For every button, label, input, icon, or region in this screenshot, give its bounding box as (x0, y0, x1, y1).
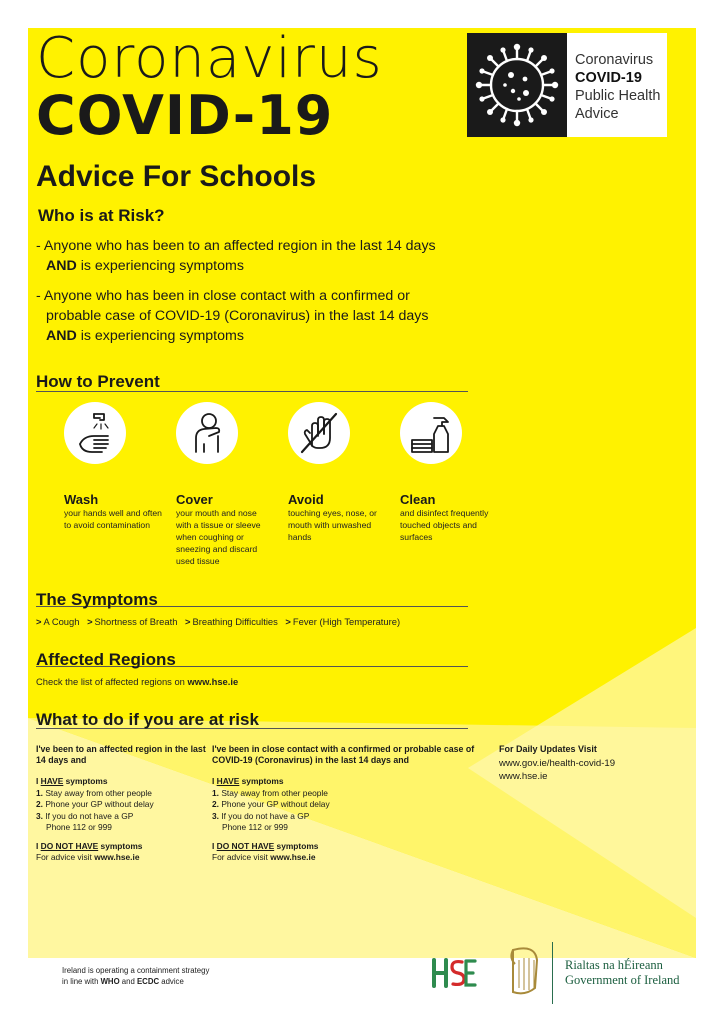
gov-link[interactable]: www.gov.ie/health-covid-19 (499, 758, 616, 769)
hand-wash-icon (64, 402, 126, 464)
footer-line1: Ireland is operating a containment strategy (62, 966, 210, 975)
badge-line1: Coronavirus (575, 52, 654, 68)
symptom-marker: > (36, 616, 42, 627)
not-have-symptoms-label (36, 841, 206, 853)
step-text: Stay away from other people (221, 787, 328, 798)
risk-item-1-line1: - Anyone who has been to an affected region in the last 14 days (36, 238, 436, 254)
footer-who: WHO (100, 977, 120, 986)
risk-item-2-tail: is experiencing symptoms (76, 328, 244, 344)
risk-heading: Who is at Risk? (38, 206, 165, 225)
regions-text-body: Check the list of affected regions on (36, 676, 188, 687)
no-touch-icon (288, 402, 350, 464)
step-number: 1. (212, 787, 219, 798)
prevent-desc-avoid: touching eyes, nose, or mouth with unwashed hands (288, 508, 377, 542)
regions-link[interactable]: www.hse.ie (187, 676, 239, 687)
label-prefix: I (36, 776, 41, 786)
label-suffix: symptoms (274, 840, 319, 851)
step-number: 2. (212, 799, 219, 809)
public-health-badge (467, 33, 667, 137)
step (36, 799, 206, 811)
badge-line3: Public Health (575, 88, 661, 104)
step-number: 2. (36, 799, 43, 809)
risk-item-2 (36, 286, 428, 346)
regions-heading: Affected Regions (36, 650, 176, 669)
advice-link[interactable]: www.hse.ie (94, 852, 140, 862)
harp-icon (505, 944, 543, 1000)
symptom-marker: > (185, 616, 191, 627)
daily-updates-column (499, 744, 659, 783)
symptom-item: Breathing Difficulties (192, 616, 278, 627)
label-emphasis: DO NOT HAVE (216, 840, 275, 851)
step-number: 3. (36, 810, 43, 821)
todo-heading: What to do if you are at risk (36, 710, 259, 729)
cough-cover-icon (176, 402, 238, 464)
risk-item-2-line3 (36, 326, 428, 346)
have-symptoms-label (212, 776, 482, 788)
prevent-label-avoid: Avoid (288, 492, 324, 507)
step (212, 811, 482, 823)
step (212, 788, 482, 800)
prevent-heading: How to Prevent (36, 372, 160, 391)
footer-line2 (62, 976, 209, 987)
symptom-item: Fever (High Temperature) (292, 616, 401, 627)
step-text: If you do not have a GP (221, 810, 310, 821)
label-suffix: symptoms (63, 776, 108, 786)
step (36, 788, 206, 800)
label-emphasis: HAVE (216, 776, 240, 786)
label-emphasis: DO NOT HAVE (40, 840, 99, 851)
symptom-item: Shortness of Breath (94, 616, 178, 627)
label-prefix: I (212, 776, 217, 786)
virus-icon (467, 33, 567, 137)
footer-ecdc: ECDC (136, 977, 160, 986)
hse-logo (426, 952, 478, 994)
step-number: 1. (36, 787, 43, 798)
advice-text: For advice visit (36, 852, 95, 862)
symptoms-heading: The Symptoms (36, 590, 158, 609)
label-suffix: symptoms (239, 776, 284, 786)
column-heading: I've been in close contact with a confirmed or probable case of COVID-19 (Coronavirus) in the last 14 days and (212, 744, 475, 765)
symptom-marker: > (285, 616, 291, 627)
risk-item-1 (36, 236, 436, 276)
label-prefix: I (212, 840, 217, 851)
prevent-label-cover: Cover (176, 492, 213, 507)
todo-column-affected-region (36, 744, 206, 864)
regions-text (36, 676, 238, 687)
symptom-item: A Cough (43, 616, 80, 627)
step-number: 3. (212, 810, 219, 821)
symptoms-list (36, 616, 405, 627)
label-emphasis: HAVE (40, 776, 64, 786)
footer-text: advice (159, 977, 184, 986)
title-coronavirus: Coronavirus (36, 26, 383, 91)
page-title: Advice For Schools (36, 160, 317, 193)
prevent-label-clean: Clean (400, 492, 436, 507)
risk-item-1-line2 (36, 256, 436, 276)
prevent-desc-clean: and disinfect frequently touched objects and surfaces (400, 508, 489, 542)
footer-text: in line with (62, 977, 101, 986)
badge-line4: Advice (575, 106, 619, 122)
badge-text (575, 51, 660, 123)
have-symptoms-label (36, 776, 206, 788)
column-heading: For Daily Updates Visit (499, 744, 597, 754)
step-text: Stay away from other people (45, 787, 152, 798)
spray-bottle-icon (400, 402, 462, 464)
advice-line (36, 852, 206, 864)
advice-link[interactable]: www.hse.ie (270, 852, 316, 862)
symptom-marker: > (87, 616, 93, 627)
label-prefix: I (36, 840, 41, 851)
and-emphasis: AND (46, 328, 77, 344)
footer-note (62, 965, 209, 987)
advice-text: For advice visit (212, 852, 271, 862)
footer-text: and (119, 977, 137, 986)
step (212, 799, 482, 811)
advice-line (212, 852, 482, 864)
step-continued: Phone 112 or 999 (46, 822, 112, 832)
title-covid-19: COVID-19 (36, 84, 334, 147)
step-text: Phone your GP without delay (45, 799, 154, 809)
step-text: Phone your GP without delay (221, 799, 330, 809)
prevent-desc-wash: your hands well and often to avoid contamination (64, 508, 162, 530)
label-suffix: symptoms (98, 840, 143, 851)
gov-line-irish: Rialtas na hÉireann (565, 958, 663, 972)
risk-item-2-line1: - Anyone who has been in close contact with a confirmed or (36, 288, 410, 304)
prevent-desc-cover: your mouth and nose with a tissue or sleeve when coughing or sneezing and discard used tissue (176, 508, 261, 566)
government-logo-text (565, 958, 680, 988)
gov-line-english: Government of Ireland (565, 973, 680, 987)
prevent-label-wash: Wash (64, 492, 99, 507)
step-text: If you do not have a GP (45, 810, 134, 821)
step-continued: Phone 112 or 999 (222, 822, 288, 832)
risk-item-1-tail: is experiencing symptoms (76, 258, 244, 274)
todo-column-close-contact (212, 744, 482, 864)
step (36, 811, 206, 823)
badge-line2: COVID-19 (575, 70, 642, 86)
and-emphasis: AND (46, 258, 77, 274)
column-heading: I've been to an affected region in the last 14 days and (36, 744, 206, 765)
risk-item-2-line2: probable case of COVID-19 (Coronavirus) in the last 14 days (46, 308, 429, 324)
not-have-symptoms-label (212, 841, 482, 853)
hse-link[interactable]: www.hse.ie (499, 771, 548, 782)
divider (552, 942, 553, 1004)
